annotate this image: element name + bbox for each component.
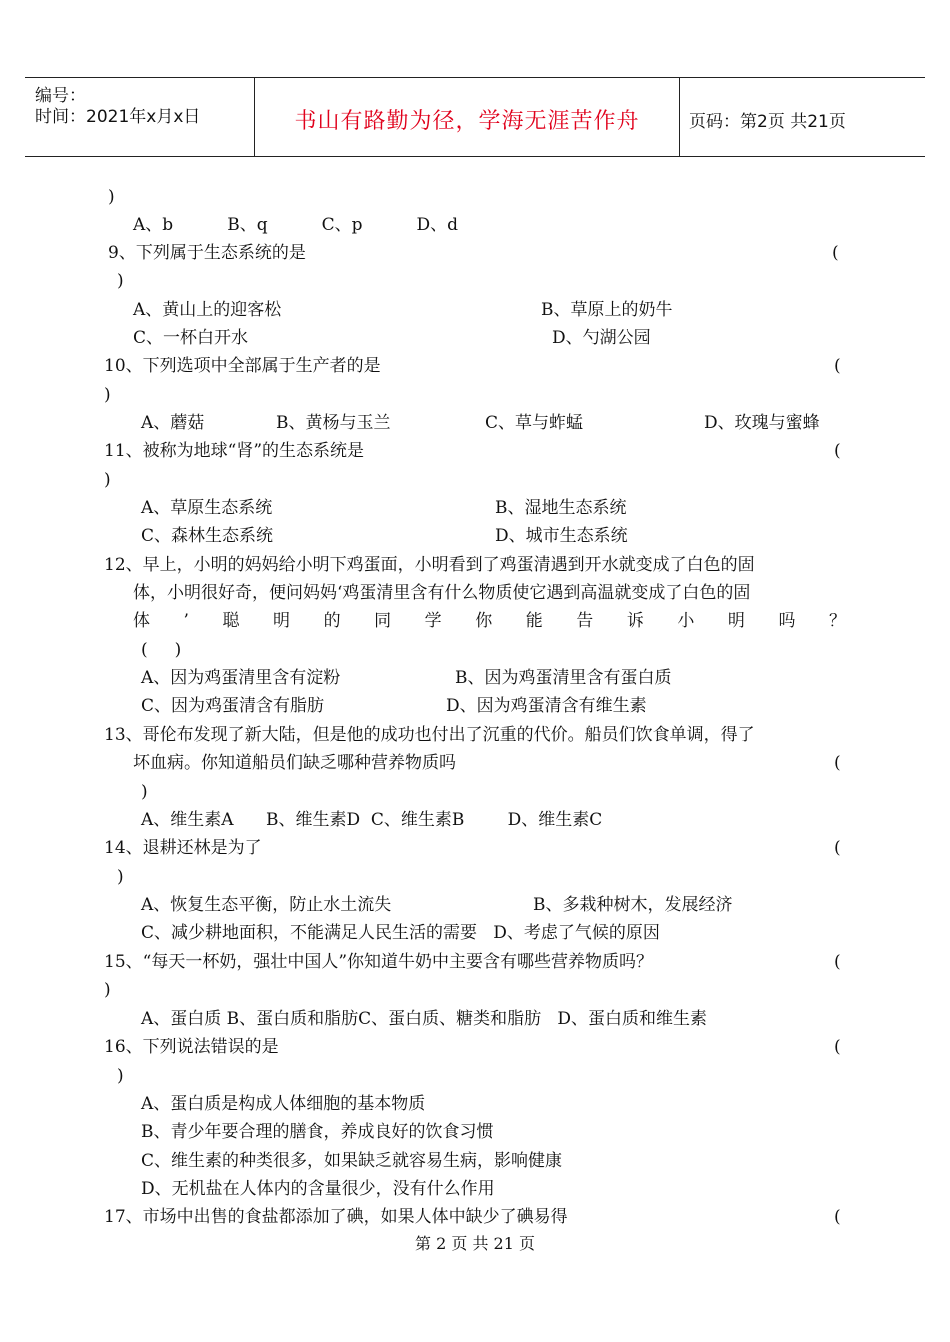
text-line: D、城市生态系统 <box>495 526 628 546</box>
text-line: 坏血病。你知道船员们缺乏哪种营养物质吗 <box>133 753 456 773</box>
text-line: C、一杯白开水 <box>133 328 249 348</box>
text-line: 14、退耕还林是为了 <box>104 838 262 858</box>
text-line: ) <box>141 782 148 802</box>
text-line: ( ) <box>141 640 182 660</box>
text-line: ( <box>834 356 841 376</box>
question-12-continuation <box>133 610 846 632</box>
text-line: ) <box>104 980 111 1000</box>
text-line: B、因为鸡蛋清里含有蛋白质 <box>455 668 672 688</box>
text-line: A、蛋白质 B、蛋白质和脂肪C、蛋白质、糖类和脂肪 D、蛋白质和维生素 <box>141 1009 708 1029</box>
text-line: ) <box>108 187 115 207</box>
text-line: ) <box>104 385 111 405</box>
text-line: ( <box>834 952 841 972</box>
text-line: C、森林生态系统 <box>141 526 274 546</box>
text-line: D、因为鸡蛋清含有维生素 <box>446 696 647 716</box>
page-label: 页码：第2页 共21页 <box>689 112 846 132</box>
text-line: 11、被称为地球“肾”的生态系统是 <box>104 441 365 461</box>
text-line: ) <box>117 1066 124 1086</box>
question-12-continuation <box>133 582 846 604</box>
text-line: A、b B、q C、p D、d <box>133 215 459 235</box>
page-footer: 第 2 页 共 21 页 <box>415 1234 535 1253</box>
text-line: ( <box>834 1207 841 1227</box>
text-line: C、因为鸡蛋清含有脂肪 <box>141 696 325 716</box>
serial-label: 编号： <box>35 86 86 106</box>
text-line: A、蘑菇 <box>141 413 205 433</box>
header-divider <box>679 78 680 156</box>
text-line: A、维生素A B、维生素D C、维生素B D、维生素C <box>141 810 603 830</box>
text-line: ) <box>117 867 124 887</box>
text-line: 10、下列选项中全部属于生产者的是 <box>104 356 381 376</box>
text-line: ( <box>834 838 841 858</box>
text-line: B、湿地生态系统 <box>495 498 627 518</box>
text-line: ) <box>104 470 111 490</box>
text-line: C、减少耕地面积，不能满足人民生活的需要 D、考虑了气候的原因 <box>141 923 660 943</box>
text-line: ( <box>834 441 841 461</box>
text-line: A、蛋白质是构成人体细胞的基本物质 <box>141 1094 426 1114</box>
text-line: A、草原生态系统 <box>141 498 273 518</box>
text-line: ( <box>834 753 841 773</box>
text-line: D、玫瑰与蜜蜂 <box>704 413 820 433</box>
text-line: B、多栽种树木，发展经济 <box>533 895 733 915</box>
text-line: D、无机盐在人体内的含量很少，没有什么作用 <box>141 1179 495 1199</box>
header-table <box>25 77 925 157</box>
text-line: ( <box>834 1037 841 1057</box>
question-12-line: 体，小明很好奇，便问妈妈‘鸡蛋清里含有什么物质使它遇到高温就变成了白色的固 <box>133 583 751 603</box>
text-line: 13、哥伦布发现了新大陆，但是他的成功也付出了沉重的代价。船员们饮食单调，得了 <box>104 725 755 745</box>
text-line: A、黄山上的迎客松 <box>133 300 282 320</box>
text-line: A、恢复生态平衡，防止水土流失 <box>141 895 392 915</box>
text-line: 12、早上，小明的妈妈给小明下鸡蛋面，小明看到了鸡蛋清遇到开水就变成了白色的固 <box>104 555 755 575</box>
text-line: B、黄杨与玉兰 <box>276 413 391 433</box>
text-line: 9、下列属于生态系统的是 <box>108 243 306 263</box>
question-12-line: 体’聪明的同学你能告诉小明吗？ <box>133 611 846 631</box>
text-line: 15、“每天一杯奶，强壮中国人”你知道牛奶中主要含有哪些营养物质吗？ <box>104 952 654 972</box>
text-line: C、维生素的种类很多，如果缺乏就容易生病，影响健康 <box>141 1151 563 1171</box>
motto: 书山有路勤为径，学海无涯苦作舟 <box>294 109 640 134</box>
text-line: ( <box>832 243 839 263</box>
text-line: B、草原上的奶牛 <box>541 300 673 320</box>
text-line: ) <box>117 271 124 291</box>
text-line: B、青少年要合理的膳食，养成良好的饮食习惯 <box>141 1122 494 1142</box>
text-line: 17、市场中出售的食盐都添加了碘，如果人体中缺少了碘易得 <box>104 1207 568 1227</box>
text-line: D、勺湖公园 <box>552 328 651 348</box>
text-line: C、草与蚱蜢 <box>485 413 584 433</box>
time-label: 时间：2021年x月x日 <box>35 107 201 127</box>
text-line: 16、下列说法错误的是 <box>104 1037 279 1057</box>
text-line: A、因为鸡蛋清里含有淀粉 <box>141 668 341 688</box>
